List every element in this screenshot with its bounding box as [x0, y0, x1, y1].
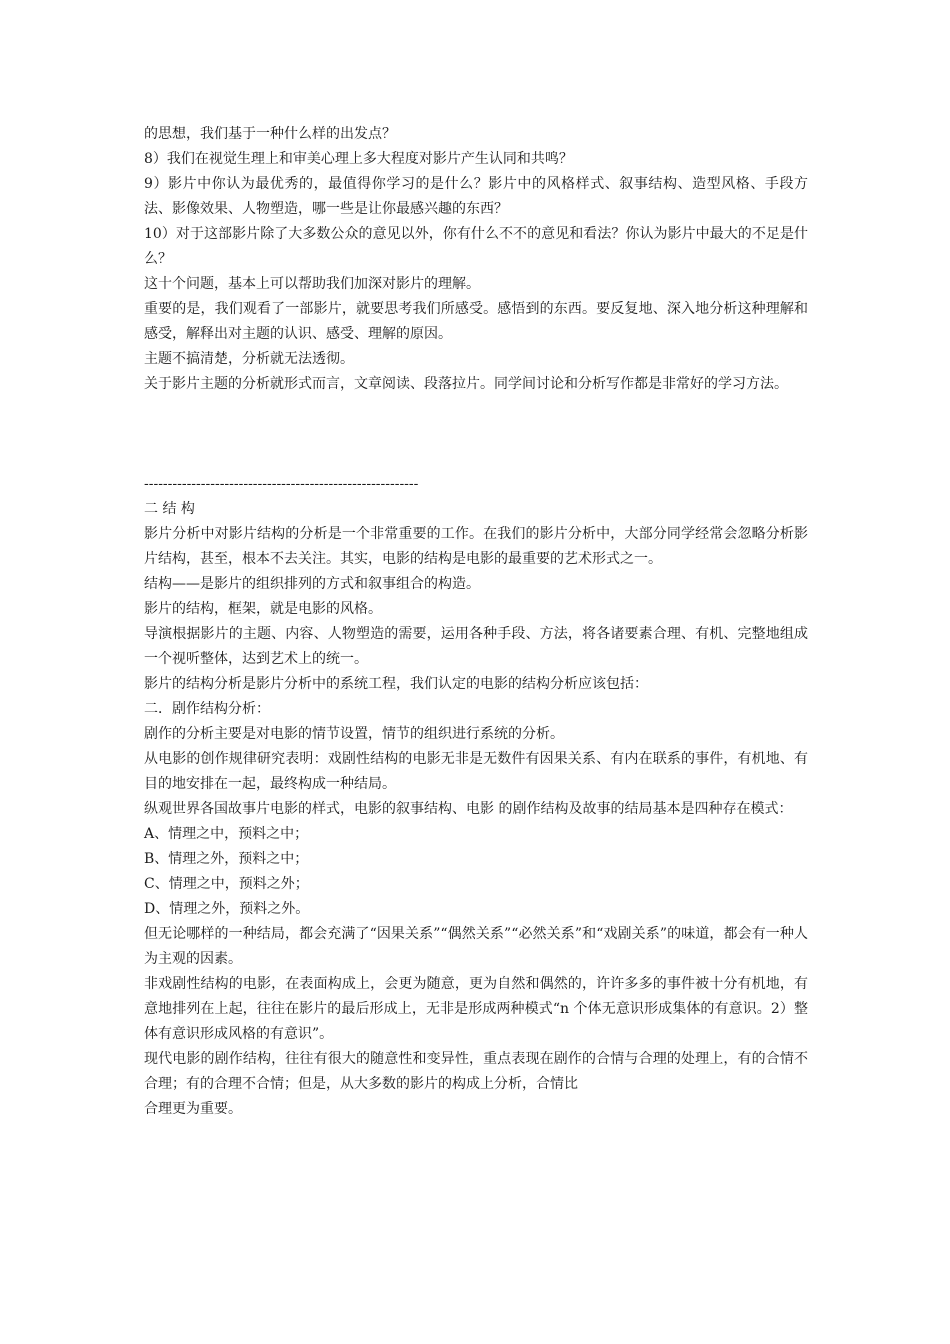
- paragraph: 主题不搞清楚，分析就无法透彻。: [144, 351, 354, 367]
- paragraph: 纵观世界各国故事片电影的样式，电影的叙事结构、电影 的剧作结构及故事的结局基本是四种存在模式：: [144, 801, 793, 817]
- paragraph: 导演根据影片的主题、内容、人物塑造的需要，运用各种手段、方法，将各诸要素合理、有机、完整地组成一个视听整体，达到艺术上的统一。: [144, 626, 808, 667]
- list-item: C、情理之中，预料之外；: [144, 876, 309, 892]
- paragraph: 合理更为重要。: [144, 1101, 242, 1117]
- dashed-divider: ----------------------------------------------------------: [144, 476, 419, 492]
- document-page: [144, 122, 808, 1122]
- paragraph: 影片的结构分析是影片分析中的系统工程，我们认定的电影的结构分析应该包括：: [144, 676, 648, 692]
- list-item: A、情理之中，预料之中；: [144, 826, 309, 842]
- list-item: B、情理之外，预料之中；: [144, 851, 309, 867]
- paragraph: 剧作的分析主要是对电影的情节设置，情节的组织进行系统的分析。: [144, 726, 564, 742]
- paragraph: 9）影片中你认为最优秀的，最值得你学习的是什么？影片中的风格样式、叙事结构、造型风格、手段方法、影像效果、人物塑造，哪一些是让你最感兴趣的东西？: [144, 176, 808, 217]
- blank-space: [144, 397, 808, 472]
- paragraph: 这十个问题，基本上可以帮助我们加深对影片的理解。: [144, 276, 480, 292]
- paragraph: 的思想，我们基于一种什么样的出发点？: [144, 126, 396, 142]
- paragraph: 影片的结构，框架，就是电影的风格。: [144, 601, 382, 617]
- paragraph: 非戏剧性结构的电影，在表面构成上，会更为随意，更为自然和偶然的，许许多多的事件被十分有机地，有意地排列在上起，往往在影片的最后形成上，无非是形成两种模式“n 个体无意识形成集体的有意识。2）整体有意识形成风格的有意识”。: [144, 976, 808, 1042]
- paragraph: 结构——是影片的组织排列的方式和叙事组合的构造。: [144, 576, 480, 592]
- paragraph: 现代电影的剧作结构，往往有很大的随意性和变异性，重点表现在剧作的合情与合理的处理上，有的合情不合理；有的合理不合情；但是，从大多数的影片的构成上分析，合情比: [144, 1051, 808, 1092]
- paragraph: 10）对于这部影片除了大多数公众的意见以外，你有什么不不的意见和看法？你认为影片中最大的不足是什么？: [144, 226, 808, 267]
- subsection-heading: 二．剧作结构分析：: [144, 701, 270, 717]
- list-item: D、情理之外，预料之外。: [144, 901, 310, 917]
- section-heading: 二 结 构: [144, 501, 195, 517]
- paragraph: 但无论哪样的一种结局，都会充满了“因果关系”“偶然关系”“必然关系”和“戏剧关系”的味道，都会有一种人为主观的因素。: [144, 926, 808, 967]
- paragraph: 从电影的创作规律研究表明：戏剧性结构的电影无非是无数件有因果关系、有内在联系的事件，有机地、有目的地安排在一起，最终构成一种结局。: [144, 751, 808, 792]
- paragraph: 关于影片主题的分析就形式而言，文章阅读、段落拉片。同学间讨论和分析写作都是非常好的学习方法。: [144, 376, 788, 392]
- paragraph: 8）我们在视觉生理上和审美心理上多大程度对影片产生认同和共鸣？: [144, 151, 573, 167]
- paragraph: 重要的是，我们观看了一部影片，就要思考我们所感受。感悟到的东西。要反复地、深入地分析这种理解和感受，解释出对主题的认识、感受、理解的原因。: [144, 301, 808, 342]
- paragraph: 影片分析中对影片结构的分析是一个非常重要的工作。在我们的影片分析中，大部分同学经常会忽略分析影片结构，甚至，根本不去关注。其实，电影的结构是电影的最重要的艺术形式之一。: [144, 526, 808, 567]
